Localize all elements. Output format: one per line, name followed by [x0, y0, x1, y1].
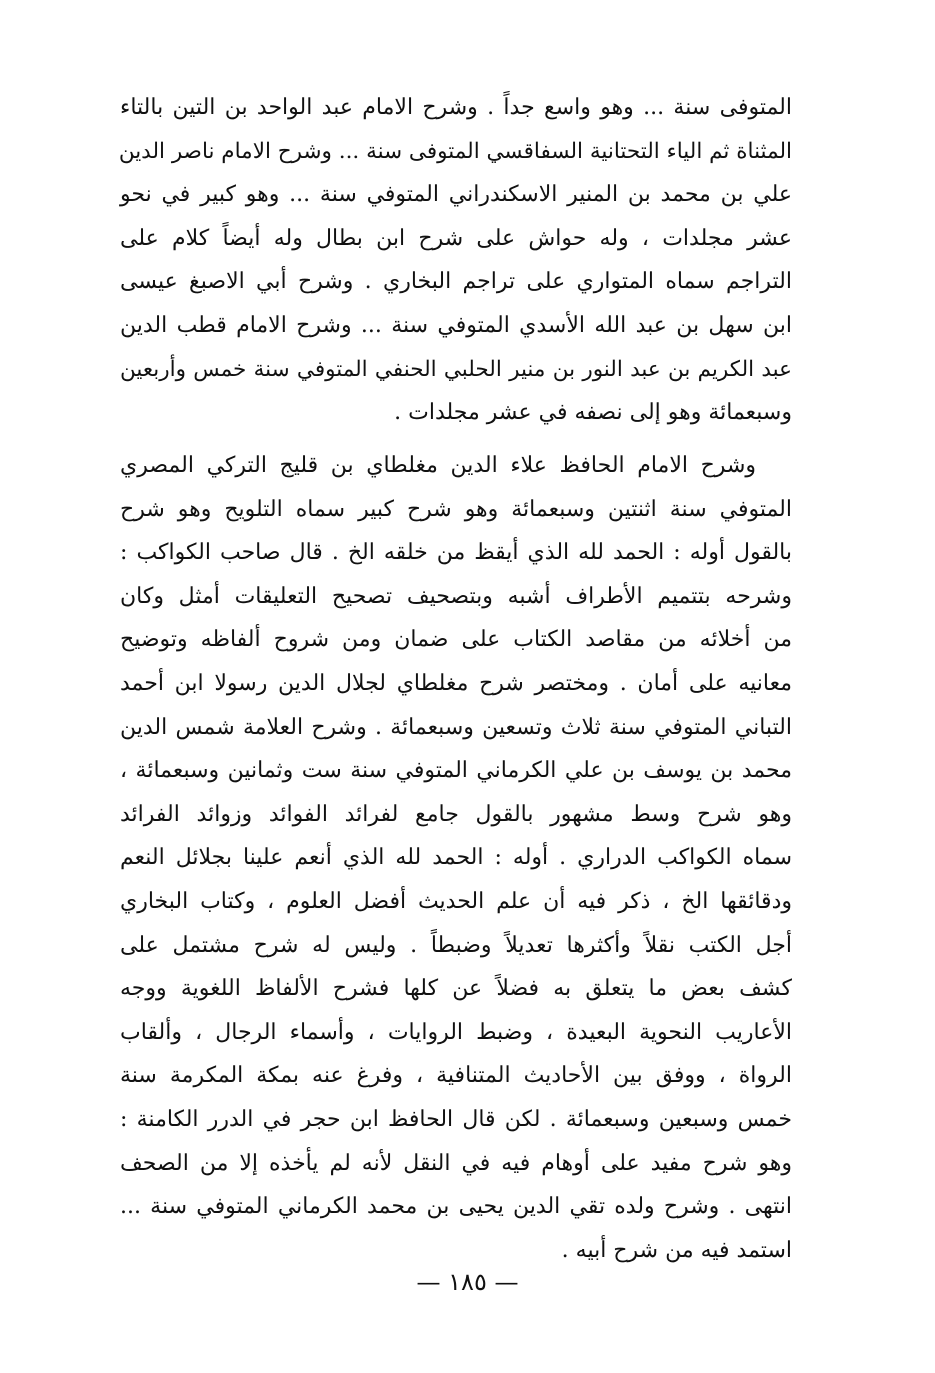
text-line: كشف بعض ما يتعلق به فضلاً عن كلها فشرح الألفاظ اللغوية ووجه [120, 976, 792, 1002]
text-line: من أخلائه من مقاصد الكتاب على ضمان ومن شروح ألفاظه وتوضيح [120, 627, 792, 653]
text-line: وهو شرح وسط مشهور بالقول جامع لفرائد الفوائد وزوائد الفرائد [120, 801, 792, 827]
text-line: ودقائقها الخ ، ذكر فيه أن علم الحديث أفضل العلوم ، وكتاب البخاري [120, 888, 792, 914]
paragraph-1 [120, 86, 792, 435]
text-line: معانيه على أمان . ومختصر شرح مغلطاي لجلال الدين رسولا ابن أحمد [120, 670, 792, 696]
text-line: محمد بن يوسف بن علي الكرماني المتوفي سنة ست وثمانين وسبعمائة ، [120, 758, 792, 784]
text-line: أجل الكتب نقلاً وأكثرها تعديلاً وضبطاً . وليس له شرح مشتمل على [120, 932, 792, 958]
text-line: عبد الكريم بن عبد النور بن منير الحلبي الحنفي المتوفي سنة خمس وأربعين [120, 356, 792, 382]
text-line: المثناة ثم الياء التحتانية السفاقسي المتوفى سنة ... وشرح الامام ناصر الدين [118, 138, 792, 164]
text-line: وشرحه بتتميم الأطراف أشبه وبتصحيف تصحيح التعليقات أمثل وكان [120, 583, 792, 609]
text-line: التباني المتوفي سنة ثلاث وتسعين وسبعمائة . وشرح العلامة شمس الدين [120, 714, 792, 740]
text-line: المتوفي سنة اثنتين وسبعمائة وهو شرح كبير سماه التلويح وهو شرح [120, 496, 792, 522]
text-line: ابن سهل بن عبد الله الأسدي المتوفي سنة ... وشرح الامام قطب الدين [120, 312, 792, 338]
paragraph-2 [120, 444, 792, 1272]
text-line: وهو شرح مفيد على أوهام فيه في النقل لأنه لم يأخذه إلا من الصحف [120, 1150, 792, 1176]
text-line: سماه الكواكب الدراري . أوله : الحمد لله الذي أنعم علينا بجلائل النعم [120, 845, 792, 871]
text-line: انتهى . وشرح ولده تقي الدين يحيى بن محمد الكرماني المتوفي سنة ... [120, 1194, 792, 1220]
text-line: وشرح الامام الحافظ علاء الدين مغلطاي بن قليج التركي المصري [120, 453, 756, 478]
text-line: الرواة ، ووفق بين الأحاديث المتنافية ، وفرغ عنه بمكة المكرمة سنة [120, 1063, 792, 1089]
text-line: وسبعمائة وهو إلى نصفه في عشر مجلدات . [394, 400, 792, 426]
text-line: المتوفى سنة ... وهو واسع جداً . وشرح الامام عبد الواحد بن التين بالتاء [120, 95, 792, 120]
text-line: بالقول أوله : الحمد لله الذي أيقظ من خلقه الخ . قال صاحب الكواكب : [120, 540, 792, 566]
text-line: عشر مجلدات ، وله حواش على شرح ابن بطال وله أيضاً كلام على [120, 225, 792, 251]
text-line: خمس وسبعين وسبعمائة . لكن قال الحافظ ابن حجر في الدرر الكامنة : [120, 1106, 792, 1132]
text-line: علي بن محمد بن المنير الاسكندراني المتوفي سنة ... وهو كبير في نحو [120, 182, 792, 208]
text-line: الأعاريب النحوية البعيدة ، وضبط الروايات ، وأسماء الرجال ، وألقاب [120, 1019, 792, 1045]
page-number: — ١٨٥ — [416, 1268, 519, 1296]
text-line: استمد فيه من شرح أبيه . [561, 1237, 792, 1263]
text-line: التراجم سماه المتواري على تراجم البخاري . وشرح أبي الاصبغ عيسى [120, 269, 792, 295]
